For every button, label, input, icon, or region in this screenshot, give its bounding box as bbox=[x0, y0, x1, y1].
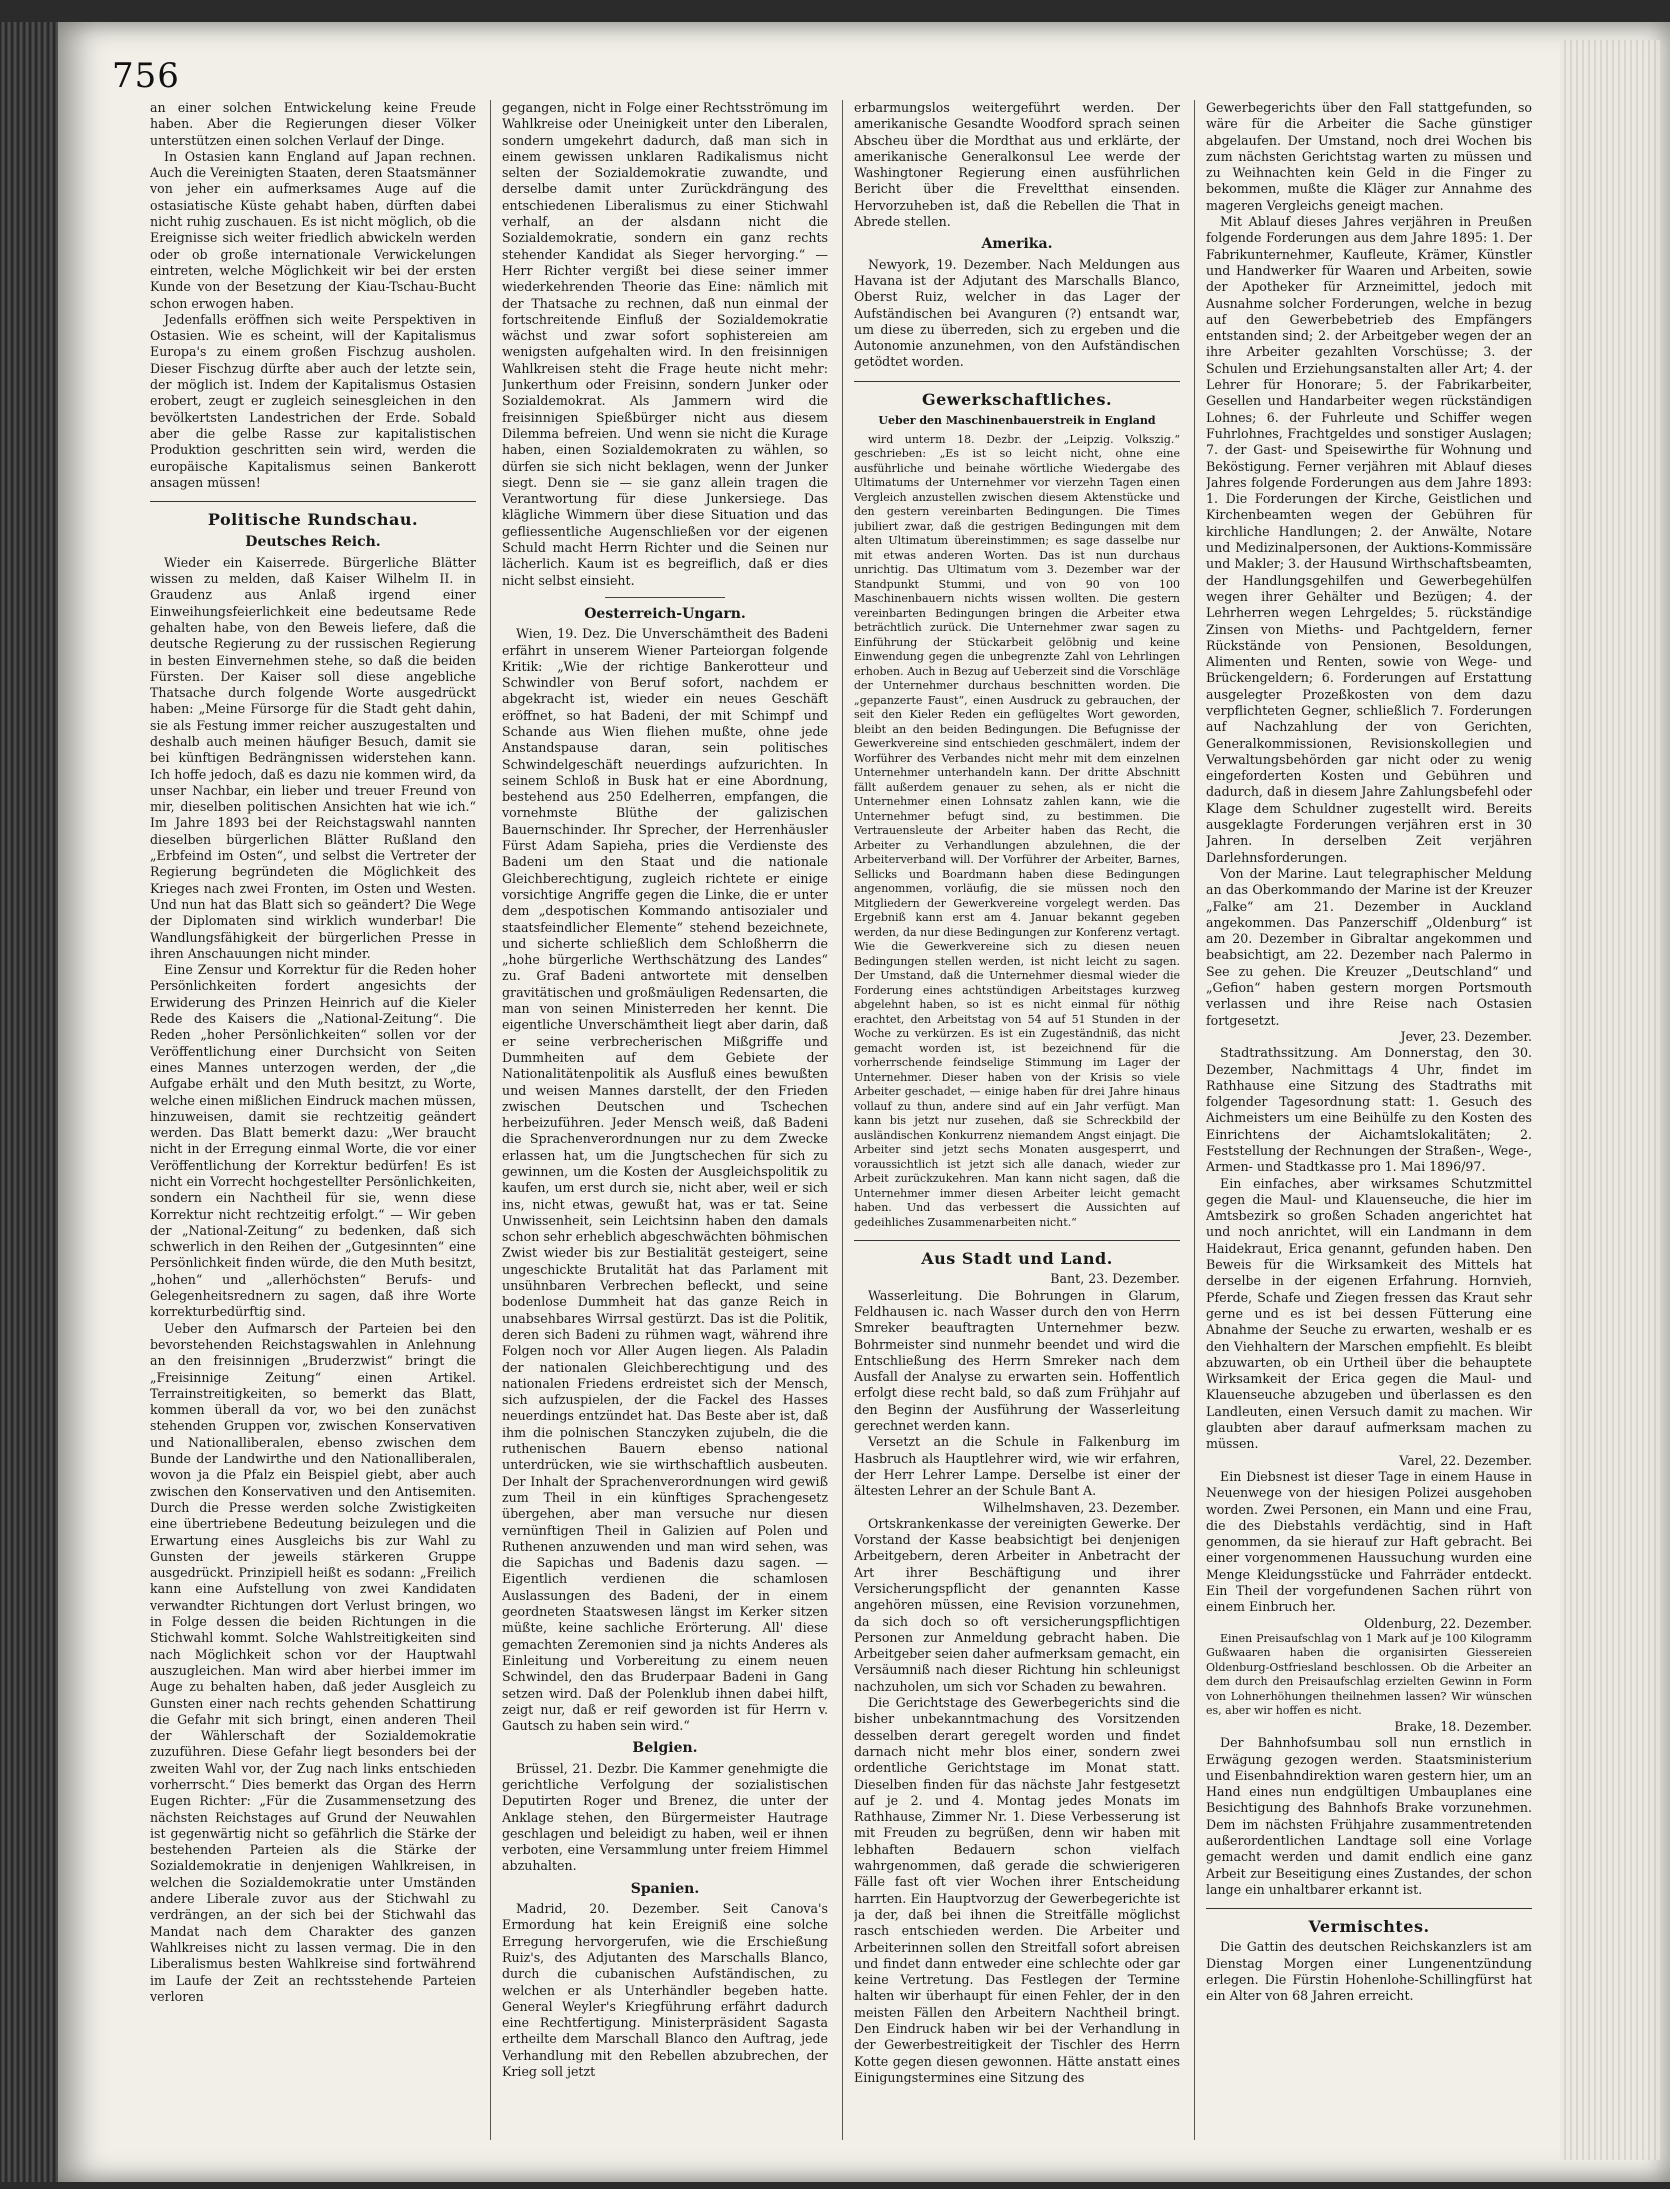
dateline: Wilhelmshaven, 23. Dezember. bbox=[983, 1499, 1180, 1515]
article-paragraph: Wieder ein Kaiserrede. Bürgerliche Blätter wissen zu melden, daß Kaiser Wilhelm II. in Graudenz aus Anlaß irgend einer Einweihungsfeierlichkeit eine bedeutsame Rede gehalten habe, von den Beweis liefere, daß die deutsche Regierung zu der russischen Regierung in besten Einvernehmen stehe, so daß die beiden Fürsten. Der Kaiser soll diese angebliche Thatsache durch folgende Worte ausgedrückt haben: „Meine Fürsorge für die Stadt geht dahin, sie als Festung immer reicher auszugestalten und deshalb auch meinen häufiger Besuch, damit sie bei künftigen Bedrängnissen widerstehen kann. Ich hoffe jedoch, daß es dazu nie kommen wird, da unser Nachbar, ein lieber und treuer Freund von mir, dieselben politischen Ansichten hat wie ich.“ Im Jahre 1893 bei der Reichstagswahl nannten dieselben bürgerlichen Blätter Rußland den „Erbfeind im Osten“, und selbst die Vertreter der Regierung begründeten die Möglichkeit des Krieges nach zwei Fronten, im Osten und Westen. Und nun hat das Blatt sich so geändert? Die Wege der Diplomaten sind wirklich wunderbar! Die Wandlungsfähigkeit der bürgerlichen Presse in ihren Anschauungen nicht minder. bbox=[150, 554, 476, 961]
article-paragraph: wird unterm 18. Dezbr. der „Leipzig. Volkszig.“ geschrieben: „Es ist so leicht nicht, ohne eine ausführliche und beinahe wörtliche Wiedergabe des Ultimatums der Unternehmer vor vierzehn Tagen einen Vergleich anzustellen zwischen diesem Aktenstücke und den gestern vereinbarten Bedingungen. Die Times jubiliert zwar, daß die gestrigen Bedingungen mit dem alten Ultimatum übereinstimmen; es sage dasselbe nur mit etwas anderen Worten. Das ist nun durchaus unrichtig. Das Ultimatum vom 3. Dezember war der Standpunkt Stummi, und von 90 von 100 Maschinenbauern nichts wissen wollten. Die gestern vereinbarten Bedingungen bringen die Arbeiter etwa beträchtlich zurück. Die Unternehmer zwar sagen zu Einführung der Stückarbeit gelöbnig und keine Einwendung gegen die unbegrenzte Zahl von Lehrlingen erhoben. Auch in Bezug auf Ueberzeit sind die Vorschläge der Unternehmer durchaus beschnitten worden. Die „gepanzerte Faust“, einen Ausdruck zu gebrauchen, der seit den Kieler Reden ein geflügeltes Wort geworden, bleibt an den beiden Bedingungen. Die Befugnisse der Gewerkvereine sind entschieden geschmälert, indem der Worführer des Verbandes nicht mehr mit dem einzelnen Unternehmer unterhandeln kann. Der dritte Abschnitt fällt außerdem genauer zu sehen, als er nicht die Unternehmer einen Lohnsatz zahlen kann, wie die Unternehmer befugt sind, zu bestimmen. Die Vertrauensleute der Arbeiter haben das Recht, die Arbeiter zu Verhandlungen abzulehnen, die der Arbeiterverband will. Der Vorführer der Arbeiter, Barnes, Sellicks und Boardmann haben diese Bedingungen angenommen, vorläufig, die sie müssen noch den Mitgliedern der Gewerkvereine vorgelegt werden. Das Ergebniß kann erst am 4. Januar bekannt gegeben werden, da nur diese Bedingungen zur Konferenz vertagt. Wie die Gewerkvereine sich zu diesen neuen Bedingungen stellen werden, ist nicht leicht zu sagen. Der Umstand, daß die Unternehmer diesmal wieder die Forderung eines achtstündigen Arbeitstages kurzweg abgelehnt haben, so ist es nicht einmal für nöthig erachtet, den Arbeitstag von 54 auf 51 Stunden in der Woche zu verkürzen. Es ist ein Zugeständniß, das nicht gemacht worden ist, ist bezeichnend für die vorherrschende feindselige Stimmung im Lager der Unternehmer. Dieser haben von der Krisis so viele Arbeiter geschadet, — einige haben für drei Jahre hinaus vollauf zu thun, andere sind auf ein Jahr verfügt. Man kann bis jetzt nur zusehen, daß sie Schreckbild der ausländischen Konkurrenz niemandem Angst einjagt. Die Arbeiter sind jetzt sechs Monaten ausgesperrt, und voraussichtlich ist jetzt sich alle danach, wieder zur Arbeit zurückzukehren. Man kann nicht sagen, daß die Unternehmer immer diesen Arbeiter leicht gemacht haben. Und das verbessert die Aussichten auf gedeihliches Zusammenarbeiten nicht.“ bbox=[854, 432, 1180, 1229]
article-paragraph: In Ostasien kann England auf Japan rechnen. Auch die Vereinigten Staaten, deren Staatsmänner von jeher ein aufmerksames Auge auf die ostasiatische Küste gehabt haben, dürften dabei nicht ruhig zuschauen. Es ist nicht möglich, ob die Ereignisse sich weiter friedlich abwickeln werden oder ob große internationale Verwickelungen eintreten, welche Möglichkeit wir bei der ersten Kunde von der Besetzung der Kiau-Tschau-Bucht schon erwogen haben. bbox=[150, 148, 476, 311]
article-paragraph: Wasserleitung. Die Bohrungen in Glarum, Feldhausen ic. nach Wasser durch den von Herrn Smreker beauftragten Unternehmer bezw. Bohrmeister sind nunmehr beendet und wird die Entschließung des Herrn Smreker nach dem Ausfall der Analyse zu erwarten sein. Hoffentlich erfolgt diese recht bald, so daß zum Frühjahr auf den Beginn der Ausführung der Wasserleitung gerechnet werden kann. bbox=[854, 1287, 1180, 1434]
dateline: Oldenburg, 22. Dezember. bbox=[1363, 1615, 1532, 1631]
section-title: Politische Rundschau. bbox=[207, 510, 419, 530]
article-paragraph: Newyork, 19. Dezember. Nach Meldungen aus Havana ist der Adjutant des Marschalls Blanco, Oberst Ruiz, welcher in das Lager der Aufständischen bei Avanguren (?) entsandt war, um diese zu überreden, sich zu ergeben und die Autonomie anzunehmen, von den Aufständischen getödtet worden. bbox=[854, 256, 1180, 370]
article-paragraph: Ueber den Aufmarsch der Parteien bei den bevorstehenden Reichstagswahlen in Anlehnung an den freisinnigen „Bruderzwist“ bringt die „Freisinnige Zeitung“ einen Artikel. Terrainstreitigkeiten, so bemerkt das Blatt, kommen überall da vor, wo bei den zunächst stehenden Gruppen vor, zwischen Konservativen und Nationalliberalen, ebenso zwischen dem Bunde der Landwirthe und den Nationalliberalen, wovon ja die Pfalz ein Beispiel giebt, aber auch zwischen den Konservativen und den Antisemiten. Durch die Presse werden solche Zwistigkeiten eine übertriebene Bedeutung beizulegen und die Erwartung eines Ausgleichs bis zur Wahl zu Gunsten der jeweils stärkeren Gruppe ausgedrückt. Prinzipiell heißt es sodann: „Freilich kann eine Aufstellung von zwei Kandidaten verwandter Richtungen dort Verlust bringen, wo in Folge dessen die beiden Richtungen in die Stichwahl kommt. Solche Wahlstreitigkeiten sind nach Möglichkeit schon vor der Hauptwahl auszugleichen. Man wird aber hierbei immer im Auge zu behalten haben, daß jeder Ausgleich zu Gunsten einer nach rechts gehenden Schattirung die Gefahr mit sich bringt, einen anderen Theil der Wählerschaft der Sozialdemokratie zuzuführen. Diese Gefahr liegt besonders bei der zweiten Wahl vor, der Zug nach links entschieden vorherrscht.“ Dies bemerkt das Organ des Herrn Eugen Richter: „Für die Zusammensetzung des nächsten Reichstages auf Grund der Neuwahlen ist gegenwärtig nicht so gefährlich die Stärke der bestehenden Parteien als die Stärke der Sozialdemokratie in denjenigen Wahlkreisen, in welchen die Sozialdemokratie unter Umständen andere Liberale zuvor aus der Stichwahl zu verdrängen, an der sich bei der Stichwahl das Mandat nach dem Charakter des ganzen Wahlkreises nicht zu lassen vermag. Die in den Liberalismus besten Wahlkreise sind fortwährend im Laufe der Zeit an rechtsstehende Parteien verloren bbox=[150, 1320, 476, 2004]
article-paragraph: gegangen, nicht in Folge einer Rechtsströmung im Wahlkreise oder Uneinigkeit unter den Liberalen, sondern umgekehrt dadurch, daß man sich in einem gewissen unklaren Radikalismus nicht selten der Sozialdemokratie zuwandte, und derselbe damit unter Zurückdrängung des entschiedenen Liberalismus zu einer Stichwahl verhalf, an der alsdann nicht die Sozialdemokratie, sondern ein ganz rechts stehender Kandidat als Sieger hervorging.“ — Herr Richter vergißt bei diese seiner immer wiederkehrenden Theorie das Eine: nämlich mit der Thatsache zu rechnen, daß nun einmal der fortschreitende Einfluß der Sozialdemokratie wächst und zwar sofort sophistereien am wenigsten aufgehalten wird. In den freisinnigen Wahlkreisen steht die Frage heute nicht mehr: Junkerthum oder Freisinn, sondern Junker oder Sozialdemokrat. Als Jammern wird die freisinnigen Spießbürger nicht aus diesem Dilemma befreien. Und wenn sie nicht die Kurage haben, einen Sozialdemokraten zu wählen, so dürfen sie sich nicht beklagen, wenn der Junker siegt. Denn sie — sie ganz allein tragen die Verantwortung für diese Junkersiege. Das klägliche Wimmern über diese Situation und das gefliessentliche Augenschließen vor der eigenen Schuld macht Herrn Richter und die Seinen nur lächerlich. Kaum ist es begreiflich, daß er dies nicht selbst einsieht. bbox=[502, 100, 828, 588]
article-paragraph: Madrid, 20. Dezember. Seit Canova's Ermordung hat kein Ereigniß eine solche Erregung hervorgerufen, wie die Erschießung Ruiz's, des Adjutanten des Marschalls Blanco, durch die cubanischen Aufständischen, zu welchen er als Unterhändler begeben hatte. General Weyler's Kriegführung erfährt dadurch eine Rechtfertigung. Ministerpräsident Sagasta ertheilte dem Marschall Blanco den Auftrag, jede Verhandlung mit den Rebellen abzubrechen, der Krieg soll jetzt bbox=[502, 1901, 828, 2080]
article-paragraph: Die Gerichtstage des Gewerbegerichts sind die bisher unbekanntmachung des Vorsitzenden desselben derart geregelt worden und findet darnach nicht mehr blos einer, sondern zwei ordentliche Gerichtstage im Monat statt. Dieselben finden für das nächste Jahr festgesetzt auf je 2. und 4. Montag jedes Monats im Rathhause, Zimmer Nr. 1. Diese Verbesserung ist mit Freuden zu begrüßen, denn wir haben mit lebhaften Bedauern schon vielfach wahrgenommen, daß gerade die schwierigeren Fälle fast oft vier Wochen ihrer Entscheidung harrten. Ein Hauptvorzug der Gewerbegerichte ist ja der, daß bei ihnen die Streitfälle möglichst rasch entschieden werden. Die Arbeiter und Arbeiterinnen sollen den Streitfall sofort abreisen und findet dann entweder eine schlechte oder gar keine Vertretung. Das Festlegen der Termine halten wir überhaupt für einen Fehler, der in den meisten Fällen den Arbeitern Nachtheil bringt. Den Eindruck haben wir bei der Verhandlung in der Gewerbestreitigkeit der Tischler des Herrn Kotte gegen diesen gewonnen. Hätte anstatt eines Einigungstermines eine Sitzung des bbox=[854, 1695, 1180, 2085]
column-3 bbox=[854, 100, 1180, 2140]
subsection-title: Spanien. bbox=[630, 1880, 700, 1897]
section-divider bbox=[854, 381, 1180, 382]
article-paragraph: Ein Diebsnest ist dieser Tage in einem Hause in Neuenwege von der hiesigen Polizei ausgehoben worden. Zwei Personen, ein Mann und eine Frau, die des Diebstahls verdächtig, sind in Haft genommen, da sie hierauf zur Haft gebracht. Bei einer vorgenommenen Haussuchung wurden eine Menge Kleidungsstücke und Fahrräder entdeckt. Ein Theil der vorgefundenen Sachen rührt von einem Einbruch her. bbox=[1206, 1468, 1532, 1615]
column-rule bbox=[842, 100, 843, 2140]
column-rule bbox=[1194, 100, 1195, 2140]
page-number: 756 bbox=[112, 56, 180, 96]
column-rule bbox=[490, 100, 491, 2140]
book-binding bbox=[0, 22, 58, 2182]
article-paragraph: Eine Zensur und Korrektur für die Reden hoher Persönlichkeiten fordert angesichts der Erwiderung des Prinzen Heinrich auf die Kieler Rede des Kaisers die „National-Zeitung“. Die Reden „hoher Persönlichkeiten“ sollen vor der Veröffentlichung einer Durchsicht von Seiten eines Mannes unterzogen werden, der „die Aufgabe erhält und den Muth besitzt, zu Worte, welche einen mißlichen Eindruck machen müssen, hinzuweisen, damit sie rechtzeitig geändert werden. Das Blatt bemerkt dazu: „Wer braucht nicht in der Erregung einmal Worte, die vor einer Veröffentlichung der Korrektur bedürfen! Es ist nicht ein Vorrecht hochgestellter Persönlichkeiten, sondern ein Nachtheil für sie, wenn diese Korrektur nicht rechtzeitig erfolgt.“ — Wir geben der „National-Zeitung“ zu bedenken, daß sich schwerlich in den Reihen der „Gutgesinnten“ eine Persönlichkeit finden würde, die den Muth besitzt, „hohen“ und „allerhöchsten“ Berufs- und Gelegenheitsrednern zu sagen, daß ihre Worte korrekturbedürftig sind. bbox=[150, 962, 476, 1320]
section-divider bbox=[854, 1240, 1180, 1241]
subsection-title: Deutsches Reich. bbox=[245, 534, 381, 551]
subsection-title: Amerika. bbox=[981, 236, 1053, 253]
article-paragraph: Die Gattin des deutschen Reichskanzlers ist am Dienstag Morgen einer Lungenentzündung erlegen. Die Fürstin Hohenlohe-Schillingfürst hat ein Alter von 68 Jahren erreicht. bbox=[1206, 1939, 1532, 2004]
column-2 bbox=[502, 100, 828, 2140]
section-divider bbox=[150, 501, 476, 502]
text-columns bbox=[150, 100, 1545, 2140]
article-paragraph: Der Bahnhofsumbau soll nun ernstlich in Erwägung gezogen werden. Staatsministerium und Eisenbahndirektion waren gestern hier, um an Hand eines nun endgültigen Umbauplanes eine Besichtigung des Bahnhofs Brake vorzunehmen. Dem im nächsten Frühjahre zusammentretenden außerordentlichen Landtage soll eine Vorlage gemacht werden und damit endlich eine ganz Arbeit zur Beseitigung eines Zustandes, der schon lange ein unhaltbarer erkannt ist. bbox=[1206, 1735, 1532, 1897]
column-1 bbox=[150, 100, 476, 2140]
article-paragraph: erbarmungslos weitergeführt werden. Der amerikanische Gesandte Woodford sprach seinen Abscheu über die Mordthat aus und erklärte, der amerikanische Generalkonsul Lee werde der Washingtoner Regierung einen ausführlichen Bericht über die Freveltthat einsenden. Hervorzuheben ist, daß die Rebellen die That in Abrede stellen. bbox=[854, 100, 1180, 230]
subsection-title: Oesterreich-Ungarn. bbox=[584, 605, 746, 622]
article-paragraph: Jedenfalls eröffnen sich weite Perspektiven in Ostasien. Wie es scheint, will der Kapitalismus Europa's zu einem großen Fischzug ausholen. Dieser Fischzug dürfte aber auch der letzte sein, der möglich ist. Indem der Kapitalismus Ostasien erobert, zeugt er zugleich seinesgleichen in den bevölkertsten Landestrichen der Erde. Sobald aber die gelbe Rasse zur kapitalistischen Produktion geschritten sein wird, werden die europäische Kapitalismus seinen Bankerott ansagen müssen! bbox=[150, 311, 476, 490]
article-paragraph: Einen Preisaufschlag von 1 Mark auf je 100 Kilogramm Gußwaaren haben die organisirten Giessereien Oldenburg-Ostfriesland beschlossen. Ob die Arbeiter an dem durch den Preisaufschlag erzielten Gewinn in Form von Lohnerhöhungen theilnehmen lassen? Wir wünschen es, aber wir hoffen es nicht. bbox=[1206, 1631, 1532, 1718]
article-paragraph: Wien, 19. Dez. Die Unverschämtheit des Badeni erfährt in unserem Wiener Parteiorgan folgende Kritik: „Wie der richtige Bankerotteur und Schwindler von Beruf sofort, nachdem er abgekracht ist, wieder ein neues Geschäft eröffnet, so hat Badeni, der mit Schimpf und Schande aus Wien fliehen mußte, ohne jede Anstandspause daran, sein politisches Schwindelgeschäft neuerdings aufzurichten. In seinem Schloß in Busk hat er eine Abordnung, bestehend aus 250 Edelherren, empfangen, die vornehmste Blüthe der galizischen Bauernschinder. Ihr Sprecher, der Herrenhäusler Fürst Adam Sapieha, pries die Verdienste des Badeni um den Staat und die nationale Gleichberechtigung, zugleich richtete er einige vorsichtige Angriffe gegen die Linke, die er unter dem „despotischen Kommando antisozialer und staatsfeindlicher Elemente“ stehend bezeichnete, und sicherte schließlich dem Schloßherrn die „hohe bürgerliche Werthschätzung des Landes“ zu. Graf Badeni antwortete mit denselben gravitätischen und großmäuligen Redensarten, die man von seinen Ministerreden her kennt. Die eigentliche Unverschämtheit liegt aber darin, daß er seine verbrecherischen Mißgriffe und Dummheiten auf dem Gebiete der Nationalitätenpolitik als Ausfluß eines bewußten und weisen Mannes darstellt, der den Frieden zwischen Deutschen und Tschechen herbeizuführen. Jeder Mensch weiß, daß Badeni die Sprachenverordnungen nur zu dem Zwecke erlassen hat, um die Jungtschechen für sich zu gewinnen, um die Kosten der Ausgleichspolitik zu kaufen, um erst durch sie, nicht aber, weil er sich ins, nicht etwas, gewußt hat, was er tat. Seine Unwissenheit, sein Leichtsinn haben den damals schon sehr erheblich abgeschwächten böhmischen Zwist wieder bis zur Bestialität gesteigert, seine ungeschickte Brutalität hat das Parlament mit unsühnbaren Verbrechen befleckt, und seine bodenlose Dummheit hat das ganze Reich in unabsehbares Wirrsal gestürzt. Das ist die Politik, deren sich Badeni zu rühmen wagt, während ihre Folgen noch vor Aller Augen liegen. Als Paladin der nationalen Gleichberechtigung und des nationalen Friedens erdreistet sich der Mensch, sich aufzuspielen, der die Fackel des Hasses neuerdings entzündet hat. Das Beste aber ist, daß ihm die polnischen Stanczyken zujubeln, die die ruthenischen Bauern ebenso national unterdrücken, wie sie wirthschaftlich ausbeuten. Der Inhalt der Sprachenverordnungen wird gewiß zum Theil in ein künftiges Sprachengesetz übergehen, aber man versuche nur diesen vernünftigen Theil in Galizien auf Polen und Ruthenen anzuwenden und man wird sehen, was die Sapichas und Badenis dazu sagen. — Eigentlich verdienen die schamlosen Auslassungen des Badeni, der in einem geordneten Staatswesen längst im Kerker sitzen müßte, keine sachliche Erörterung. All' diese gemachten Zeremonien sind ja nichts Anderes als Einleitung und Vorbereitung zu einem neuen Schwindel, den das Bruderpaar Badeni in Gang setzen wird. Daß der Polenklub ihnen dabei hilft, zeigt nur, daß er reif geworden ist für Herrn v. Gautsch zu haben sein wird.“ bbox=[502, 626, 828, 1734]
section-divider bbox=[1206, 1908, 1532, 1909]
page-edges bbox=[1560, 40, 1660, 2160]
article-paragraph: Stadtrathssitzung. Am Donnerstag, den 30. Dezember, Nachmittags 4 Uhr, findet im Rathhause eine Sitzung des Stadtraths mit folgender Tagesordnung statt: 1. Gesuch des Aichmeisters um eine Beihülfe zu den Kosten des Einrichtens der Aichamtslokalitäten; 2. Feststellung der Rechnungen der Straßen-, Wege-, Armen- und Stadtkasse pro 1. Mai 1896/97. bbox=[1206, 1045, 1532, 1175]
article-paragraph: Von der Marine. Laut telegraphischer Meldung an das Oberkommando der Marine ist der Kreuzer „Falke“ am 21. Dezember in Auckland angekommen. Das Panzerschiff „Oldenburg“ ist am 20. Dezember in Gibraltar angekommen und beabsichtigt, am 22. Dezember nach Palermo in See zu gehen. Die Kreuzer „Deutschland“ und „Gefion“ haben gestern morgen Portsmouth verlassen und ihre Reise nach Ostasien fortgesetzt. bbox=[1206, 865, 1532, 1028]
dateline: Varel, 22. Dezember. bbox=[1399, 1452, 1532, 1468]
article-paragraph: Ortskrankenkasse der vereinigten Gewerke. Der Vorstand der Kasse beabsichtigt bei denjenigen Arbeitgebern, deren Arbeiter in Anbetracht der Art ihrer Beschäftigung und ihrer Versicherungspflicht der genannten Kasse angehören müssen, eine Revision vorzunehmen, da sich doch so oft versicherungspflichtigen Personen zur Anmeldung gebracht haben. Die Arbeitgeber seien daher aufmerksam gemacht, ein Versäumniß nach dieser Richtung hin schleunigst nachzuholen, um sich vor Schaden zu bewahren. bbox=[854, 1515, 1180, 1694]
section-title: Vermischtes. bbox=[1308, 1917, 1430, 1937]
dateline: Jever, 23. Dezember. bbox=[1400, 1028, 1532, 1044]
article-paragraph: Mit Ablauf dieses Jahres verjähren in Preußen folgende Forderungen aus dem Jahre 1895: 1. Der Fabrikunternehmer, Kaufleute, Krämer, Künstler und Handwerker für Waaren und Arbeiten, sowie der Apotheker für Arzneimittel, jedoch mit Ausnahme solcher Forderungen, welche in bezug auf den Gewerbebetrieb des Empfängers entstanden sind; 2. der Arbeitgeber wegen der an ihre Arbeiter gezahlten Vorschüsse; 3. der Schulen und Erziehungsanstalten aller Art; 4. der Lehrer für Honorare; 5. der Fabrikarbeiter, Gesellen und Handarbeiter wegen rückständigen Lohnes; 6. der Fuhrleute und Schiffer wegen Fuhrlohnes, Frachtgeldes und sonstiger Auslagen; 7. der Gast- und Speisewirthe für Wohnung und Beköstigung. Ferner verjähren mit Ablauf dieses Jahres folgende Forderungen aus dem Jahre 1893: 1. Die Forderungen der Kirche, Geistlichen und Kirchenbeamten wegen der Gebühren für kirchliche Handlungen; 2. der Anwälte, Notare und Medizinalpersonen, der Auktions-Kommissäre und Makler; 3. der Hausund Wirthschaftsbeamten, der Handlungsgehilfen und Gewerbegehülfen wegen ihrer Gehälter und Bezügen; 4. der Lehrherren wegen Lehrgeldes; 5. rückständige Zinsen von Mieths- und Pachtgeldern, ferner Rückstände von Pensionen, Besoldungen, Alimenten und Renten, sowie von Wege- und Brückengeldern; 6. Forderungen auf Erstattung ausgelegter Prozeßkosten von dem dazu verpflichteten Gegner, schließlich 7. Forderungen auf Nachzahlung der von Gerichten, Generalkommissionen, Revisionskollegien und Verwaltungsbehörden gar nicht oder zu wenig eingeforderten Kosten und Gebühren und dadurch, daß in diesem Jahre Zahlungsbefehl oder Klage dem Schuldner zugestellt wird. Bereits ausgeklagte Forderungen verjähren erst in 30 Jahren. In derselben Zeit verjähren Darlehnsforderungen. bbox=[1206, 214, 1532, 865]
article-paragraph: an einer solchen Entwickelung keine Freude haben. Aber die Regierungen dieser Völker unterstützen einen solchen Verlauf der Dinge. bbox=[150, 100, 476, 148]
subsection-title: Ueber den Maschinenbauerstreik in England bbox=[878, 414, 1156, 428]
dateline: Brake, 18. Dezember. bbox=[1394, 1718, 1532, 1734]
article-paragraph: Versetzt an die Schule in Falkenburg im Hasbruch als Hauptlehrer wird, wie wir erfahren, der Herr Lehrer Lampe. Derselbe ist einer der ältesten Lehrer an der Schule Bant A. bbox=[854, 1434, 1180, 1499]
column-4 bbox=[1206, 100, 1532, 2140]
article-paragraph: Ein einfaches, aber wirksames Schutzmittel gegen die Maul- und Klauenseuche, die hier im Amtsbezirk so großen Schaden angerichtet hat und noch anrichtet, will ein Landmann in dem Haidekraut, Erica genannt, gefunden haben. Den Beweis für die Wirksamkeit des Mittels hat derselbe in der eigenen Erfahrung. Hornvieh, Pferde, Schafe und Ziegen fressen das Kraut sehr gerne und es ist bei dessen Fütterung eine Abnahme der Seuche zu erwarten, weshalb er es den Viehhaltern der Marschen empfiehlt. Es bleibt abzuwarten, ob ein Urtheil über die behauptete Wirksamkeit der Erica gegen die Maul- und Klauenseuche abzugeben und überlassen es den Landleuten, einen Versuch damit zu machen. Wir glaubten aber darauf aufmerksam machen zu müssen. bbox=[1206, 1175, 1532, 1452]
section-title: Aus Stadt und Land. bbox=[921, 1249, 1113, 1269]
section-divider bbox=[605, 597, 725, 598]
article-paragraph: Brüssel, 21. Dezbr. Die Kammer genehmigte die gerichtliche Verfolgung der sozialistischen Deputirten Roger und Brenez, die unter der Anklage stehen, den Bürgermeister Hautrage geschlagen und beleidigt zu haben, weil er ihnen verboten, eine Versammlung unter freiem Himmel abzuhalten. bbox=[502, 1760, 828, 1874]
dateline: Bant, 23. Dezember. bbox=[1050, 1271, 1180, 1287]
subsection-title: Belgien. bbox=[632, 1740, 698, 1757]
article-paragraph: Gewerbegerichts über den Fall stattgefunden, so wäre für die Arbeiter die Sache günstiger abgelaufen. Der Umstand, noch drei Wochen bis zum nächsten Gerichtstag warten zu müssen und zu Weihnachten kein Geld in die Finger zu bekommen, mußte die Kläger zur Annahme des mageren Vergleichs geneigt machen. bbox=[1206, 100, 1532, 213]
section-title: Gewerkschaftliches. bbox=[921, 389, 1113, 409]
